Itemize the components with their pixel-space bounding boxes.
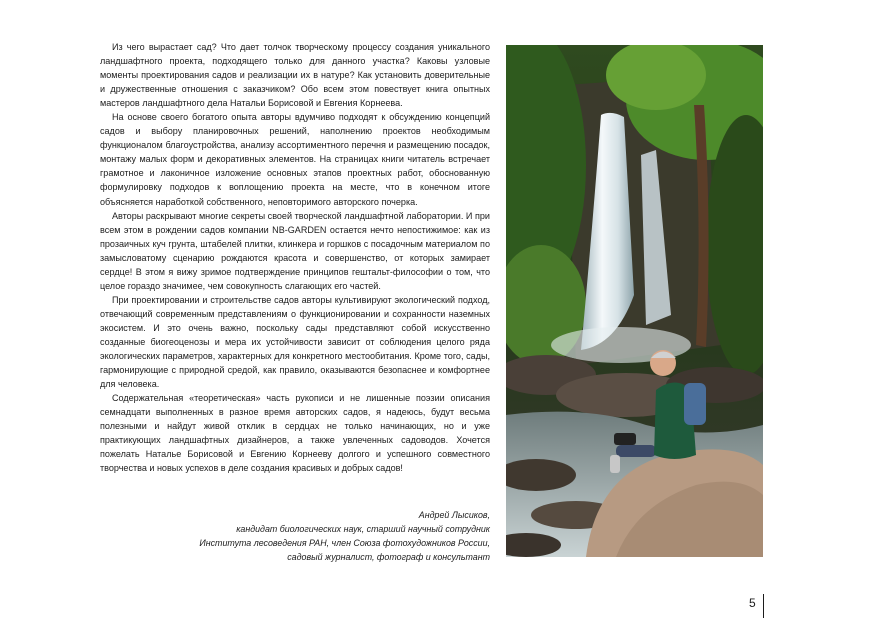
author-title-3: садовый журналист, фотограф и консультант [287,552,490,562]
page-number: 5 [749,596,756,610]
author-name: Андрей Лысиков, [418,510,490,520]
author-title-1: кандидат биологических наук, старший научный сотрудник [236,524,490,534]
foreword-text [100,40,490,475]
author-title-2: Института лесоведения РАН, член Союза фотохудожников России, [199,538,490,548]
paragraph-1: Из чего вырастает сад? Что дает толчок творческому процессу создания уникального ландшафтного проекта, подходящего только для данного участка? Каковы узловые моменты проектирования садов и реализации их в натуре? Как установить доверительные и дружественные отношения с заказчиком? Обо всем этом повествует книга опытных мастеров ландшафтного дела Натальи Борисовой и Евгения Корнеева. [100,42,490,109]
author-signature [100,508,490,564]
paragraph-5: Содержательная «теоретическая» часть рукописи и не лишенные поэзии описания семнадцати выполненных в разное время авторских садов, я надеюсь, будут весьма полезными и найдут живой отклик в сердцах не только начинающих, но и уже практикующих ландшафтных дизайнеров, а также увлеченных садоводов. Хочется пожелать Наталье Борисовой и Евгению Корнееву долгого и успешного совместного творчества и новых успехов в деле создания красивых и добрых садов! [100,393,490,474]
page-number-rule [763,594,764,618]
shoes [610,455,620,473]
waterfall-photo [506,45,763,557]
paragraph-2: На основе своего богатого опыта авторы вдумчиво подходят к обсуждению концепций садов и выбору планировочных решений, наполнению проектов необходимым функционалом благоустройства, анализу ассортиментного перечня и размещению посадок, монтажу малых форм и декоративных элементов. На страницах книги читатель встречает грамотное и лаконичное изложение основных этапов проектных работ, обоснованную формулировку подходов к воплощению проекта на месте, что в конечном итоге объясняется наработкой собственного, неповторимого авторского почерка. [100,112,490,207]
paragraph-4: При проектировании и строительстве садов авторы культивируют экологический подход, отвечающий современным представлениям о функционировании и сохранности наземных экосистем. И это очень важно, поскольку сады представляют собой искусственно созданные биогеоценозы и мера их устойчивости зависит от соблюдения целого ряда экологических параметров, характерных для конкретного местообитания. Кроме того, сады, гармонирующие с природной средой, как правило, оказываются безопаснее и комфортнее для человека. [100,294,490,390]
legs [616,445,656,457]
camera [614,433,636,445]
paragraph-3: Авторы раскрывают многие секреты своей творческой ландшафтной лаборатории. И при всем этом в рождении садов компании NB-GARDEN остается нечто непостижимое: как из прозаичных куч грунта, штабелей плитки, клинкера и горшков с посадочным материалом по замысловатому сценарию рождаются красота и совершенство, от которых замирает сердце! В этом я вижу зримое подтверждение принципов гештальт-философии о том, что целое гораздо значимее, чем совокупность слагающих его частей. [100,210,490,291]
backpack [684,383,706,425]
waterfall-illustration [506,45,763,557]
